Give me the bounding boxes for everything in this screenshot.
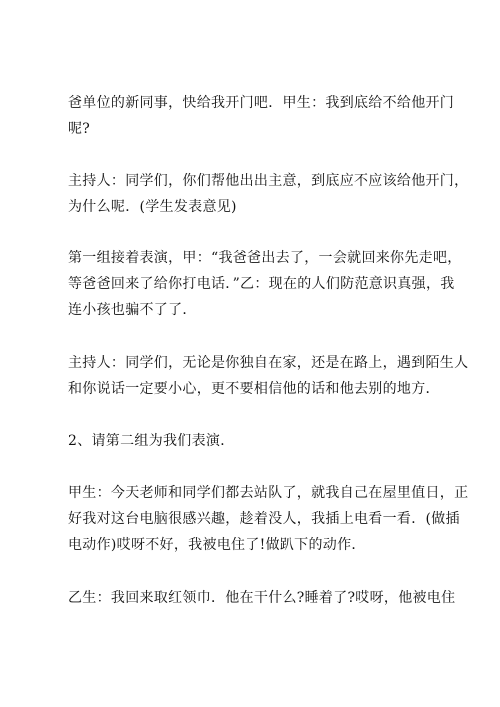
paragraph-host-question <box>68 168 469 220</box>
text-line: 2、请第二组为我们表演． <box>68 433 235 449</box>
text-line: 爸单位的新同事，快给我开门吧．甲生：我到底给不给他开门 <box>68 95 455 111</box>
paragraph-student-b-scene <box>68 585 456 611</box>
paragraph-dialogue-door <box>68 90 455 142</box>
paragraph-host-advice <box>68 350 469 402</box>
paragraph-section-two-heading <box>68 428 446 454</box>
text-line: 第一组接着表演，甲：“我爸爸出去了，一会就回来你先走吧， <box>68 250 462 266</box>
text-line: 和你说话一定要小心，更不要相信他的话和他去别的地方． <box>68 381 440 397</box>
text-line: 好我对这台电脑很感兴趣，趁着没人，我插上电看一看．(做插 <box>68 511 460 527</box>
text-line: 主持人：同学们，无论是你独自在家，还是在路上，遇到陌生人 <box>68 355 469 371</box>
text-line: 等爸爸回来了给你打电话．”乙：现在的人们防范意识真强，我 <box>68 276 455 292</box>
paragraph-student-a-scene <box>68 480 469 558</box>
text-line: 乙生：我回来取红领巾．他在干什么?睡着了?哎呀，他被电住 <box>68 590 456 606</box>
text-line: 甲生：今天老师和同学们都去站队了，就我自己在屋里值日，正 <box>68 485 469 501</box>
text-line: 为什么呢．(学生发表意见) <box>68 199 237 215</box>
text-line: 呢? <box>68 121 91 137</box>
text-line: 电动作)哎呀不好，我被电住了!做趴下的动作． <box>68 537 366 553</box>
text-line: 主持人：同学们，你们帮他出出主意，到底应不应该给他开门， <box>68 173 469 189</box>
paragraph-group-one-performance <box>68 245 462 323</box>
text-line: 连小孩也骗不了了． <box>68 302 197 318</box>
